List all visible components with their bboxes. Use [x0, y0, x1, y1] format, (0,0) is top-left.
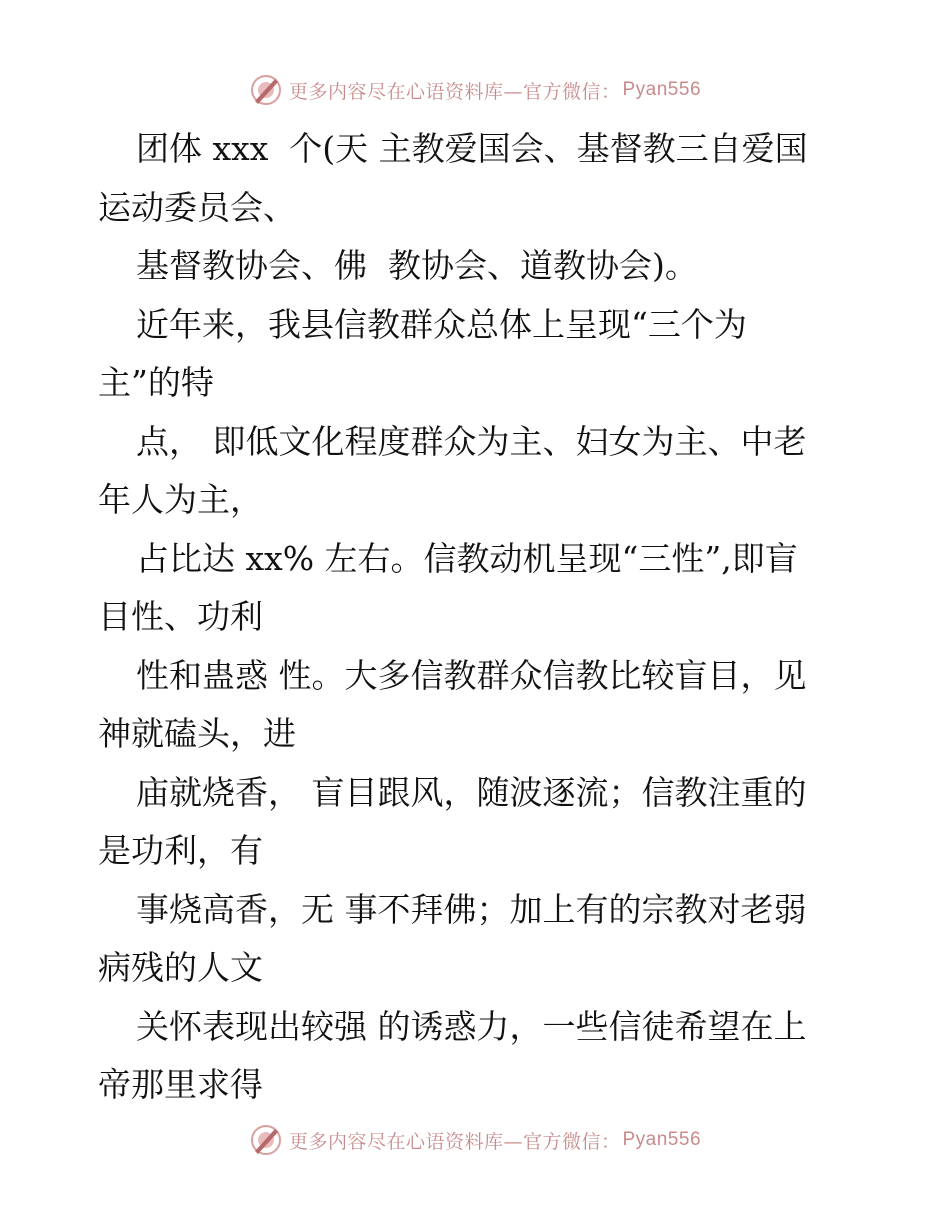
body-line: 占比达 xx% 左右。信教动机呈现“三性”,即盲 — [136, 538, 798, 578]
body-line: 点， 即低文化程度群众为主、妇女为主、中老 — [136, 421, 807, 461]
body-line: 神就磕头，进 — [98, 714, 296, 753]
body-line: 主”的特 — [98, 363, 214, 402]
header-watermark-banner — [0, 70, 950, 110]
document-body — [98, 120, 878, 1115]
footer-wechat-id: Pyan556 — [622, 1129, 702, 1150]
header-banner-text: 更多内容尽在心语资料库—官方微信： — [288, 80, 621, 103]
body-line: 年人为主， — [98, 480, 263, 519]
quill-pen-icon — [249, 1123, 283, 1157]
footer-watermark-banner — [0, 1120, 950, 1160]
footer-banner-text: 更多内容尽在心语资料库—官方微信： — [288, 1130, 621, 1153]
body-line: 基督教协会、佛 教协会、道教协会)。 — [136, 246, 698, 285]
body-line: 庙就烧香， 盲目跟风，随波逐流；信教注重的 — [136, 772, 807, 812]
quill-pen-icon — [249, 73, 283, 107]
body-line: 近年来，我县信教群众总体上呈现“三个为 — [136, 304, 747, 344]
body-line: 关怀表现出较强 的诱惑力，一些信徒希望在上 — [136, 1006, 807, 1046]
body-line: 帝那里求得 — [98, 1065, 263, 1104]
body-line: 性和蛊惑 性。大多信教群众信教比较盲目，见 — [136, 655, 807, 695]
body-line: 是功利，有 — [98, 831, 263, 870]
header-wechat-id: Pyan556 — [622, 79, 702, 100]
body-line: 病残的人文 — [98, 948, 263, 987]
body-line: 目性、功利 — [98, 597, 263, 636]
body-line: 团体 xxx 个(天 主教爱国会、基督教三自爱国 — [136, 129, 808, 168]
body-line: 事烧高香，无 事不拜佛；加上有的宗教对老弱 — [136, 889, 807, 929]
body-line: 运动委员会、 — [98, 187, 296, 227]
